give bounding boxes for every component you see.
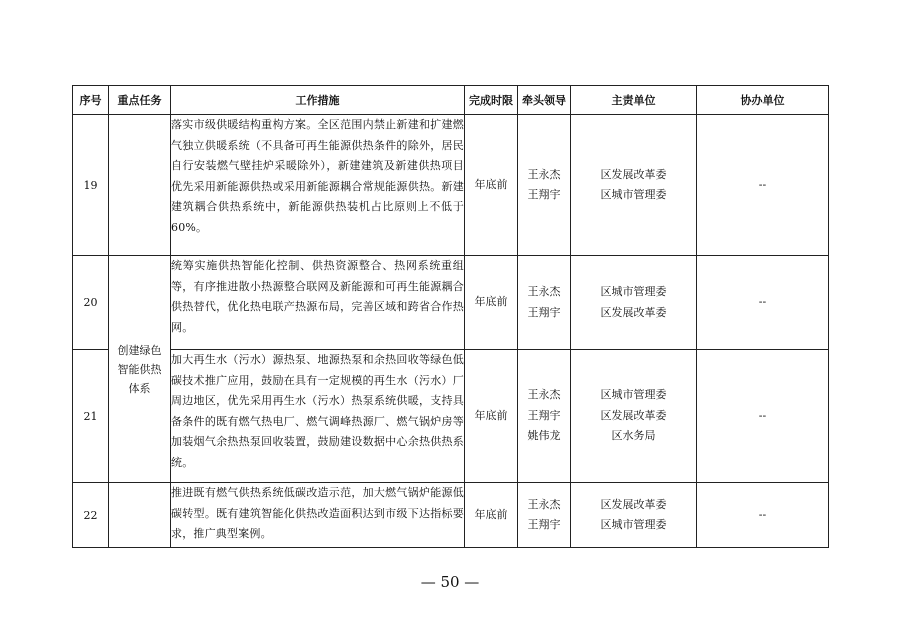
row-seq: 19 — [73, 115, 109, 256]
unit-name: 区发展改革委 — [600, 305, 667, 319]
row-assist: -- — [697, 350, 829, 483]
task-cell-empty — [109, 115, 171, 256]
unit-name: 区水务局 — [611, 429, 656, 443]
row-units — [571, 256, 697, 350]
key-task-cell — [109, 256, 171, 483]
row-measure: 落实市级供暖结构重构方案。全区范围内禁止新建和扩建燃气独立供暖系统（不具备可再生能源供热条件的除外，居民自行安装燃气壁挂炉采暖除外），新建建筑及新建供热项目优先采用新能源供热或采用新能源耦合常规能源供热。新建建筑耦合供热系统中，新能源供热装机占比原则上不低于 60%。 — [171, 115, 465, 256]
row-seq: 21 — [73, 350, 109, 483]
row-measure: 统筹实施供热智能化控制、供热资源整合、热网系统重组等，有序推进散小热源整合联网及新能源和可再生能源耦合供热替代，优化热电联产热源布局，完善区域和跨省合作热网。 — [171, 256, 465, 350]
header-leader: 牵头领导 — [518, 86, 571, 115]
unit-name: 区城市管理委 — [600, 518, 667, 531]
leader-name: 姚伟龙 — [527, 429, 561, 443]
unit-name: 区城市管理委 — [600, 388, 667, 402]
header-assist-unit: 协办单位 — [697, 86, 829, 115]
row-seq: 22 — [73, 483, 109, 548]
key-task-line: 创建绿色 — [117, 343, 162, 357]
header-seq: 序号 — [73, 86, 109, 115]
leader-name: 王永杰 — [527, 167, 561, 181]
table-header-row — [73, 86, 829, 115]
page-number: — 50 — — [420, 573, 480, 591]
header-measure: 工作措施 — [171, 86, 465, 115]
task-cell-empty — [109, 483, 171, 548]
table-row — [73, 483, 829, 548]
unit-name: 区发展改革委 — [600, 408, 667, 422]
row-assist: -- — [697, 115, 829, 256]
row-deadline: 年底前 — [465, 115, 518, 256]
header-lead-unit: 主责单位 — [571, 86, 697, 115]
leader-name: 王翔宇 — [527, 305, 561, 319]
row-deadline: 年底前 — [465, 256, 518, 350]
row-measure: 加大再生水（污水）源热泵、地源热泵和余热回收等绿色低碳技术推广应用，鼓励在具有一定规模的再生水（污水）厂周边地区，优先采用再生水（污水）热泵系统供暖，支持具备条件的既有燃气热电厂、燃气调峰热源厂、燃气锅炉房等加装烟气余热热泵回收装置，鼓励建设数据中心余热供热系统。 — [171, 350, 465, 483]
table-row — [73, 256, 829, 350]
leader-name: 王永杰 — [527, 497, 561, 511]
leader-name: 王永杰 — [527, 388, 561, 402]
key-task-line: 体系 — [128, 381, 151, 395]
row-leaders — [518, 483, 571, 548]
row-assist: -- — [697, 256, 829, 350]
work-plan-table — [72, 85, 829, 548]
row-units — [571, 115, 697, 256]
unit-name: 区城市管理委 — [600, 188, 667, 201]
unit-name: 区城市管理委 — [600, 285, 667, 298]
row-deadline: 年底前 — [465, 483, 518, 548]
leader-name: 王永杰 — [527, 285, 561, 298]
row-deadline: 年底前 — [465, 350, 518, 483]
key-task-line: 智能供热 — [117, 362, 162, 376]
table-row — [73, 350, 829, 483]
leader-name: 王翔宇 — [527, 408, 561, 422]
header-task: 重点任务 — [109, 86, 171, 115]
row-units — [571, 350, 697, 483]
leader-name: 王翔宇 — [527, 518, 561, 531]
leader-name: 王翔宇 — [527, 188, 561, 201]
header-deadline: 完成时限 — [465, 86, 518, 115]
row-leaders — [518, 115, 571, 256]
row-measure: 推进既有燃气供热系统低碳改造示范，加大燃气锅炉能源低碳转型。既有建筑智能化供热改造面积达到市级下达指标要求，推广典型案例。 — [171, 483, 465, 548]
unit-name: 区发展改革委 — [600, 167, 667, 181]
table-row — [73, 115, 829, 256]
row-leaders — [518, 350, 571, 483]
row-units — [571, 483, 697, 548]
row-assist: -- — [697, 483, 829, 548]
row-leaders — [518, 256, 571, 350]
row-seq: 20 — [73, 256, 109, 350]
unit-name: 区发展改革委 — [600, 497, 667, 511]
